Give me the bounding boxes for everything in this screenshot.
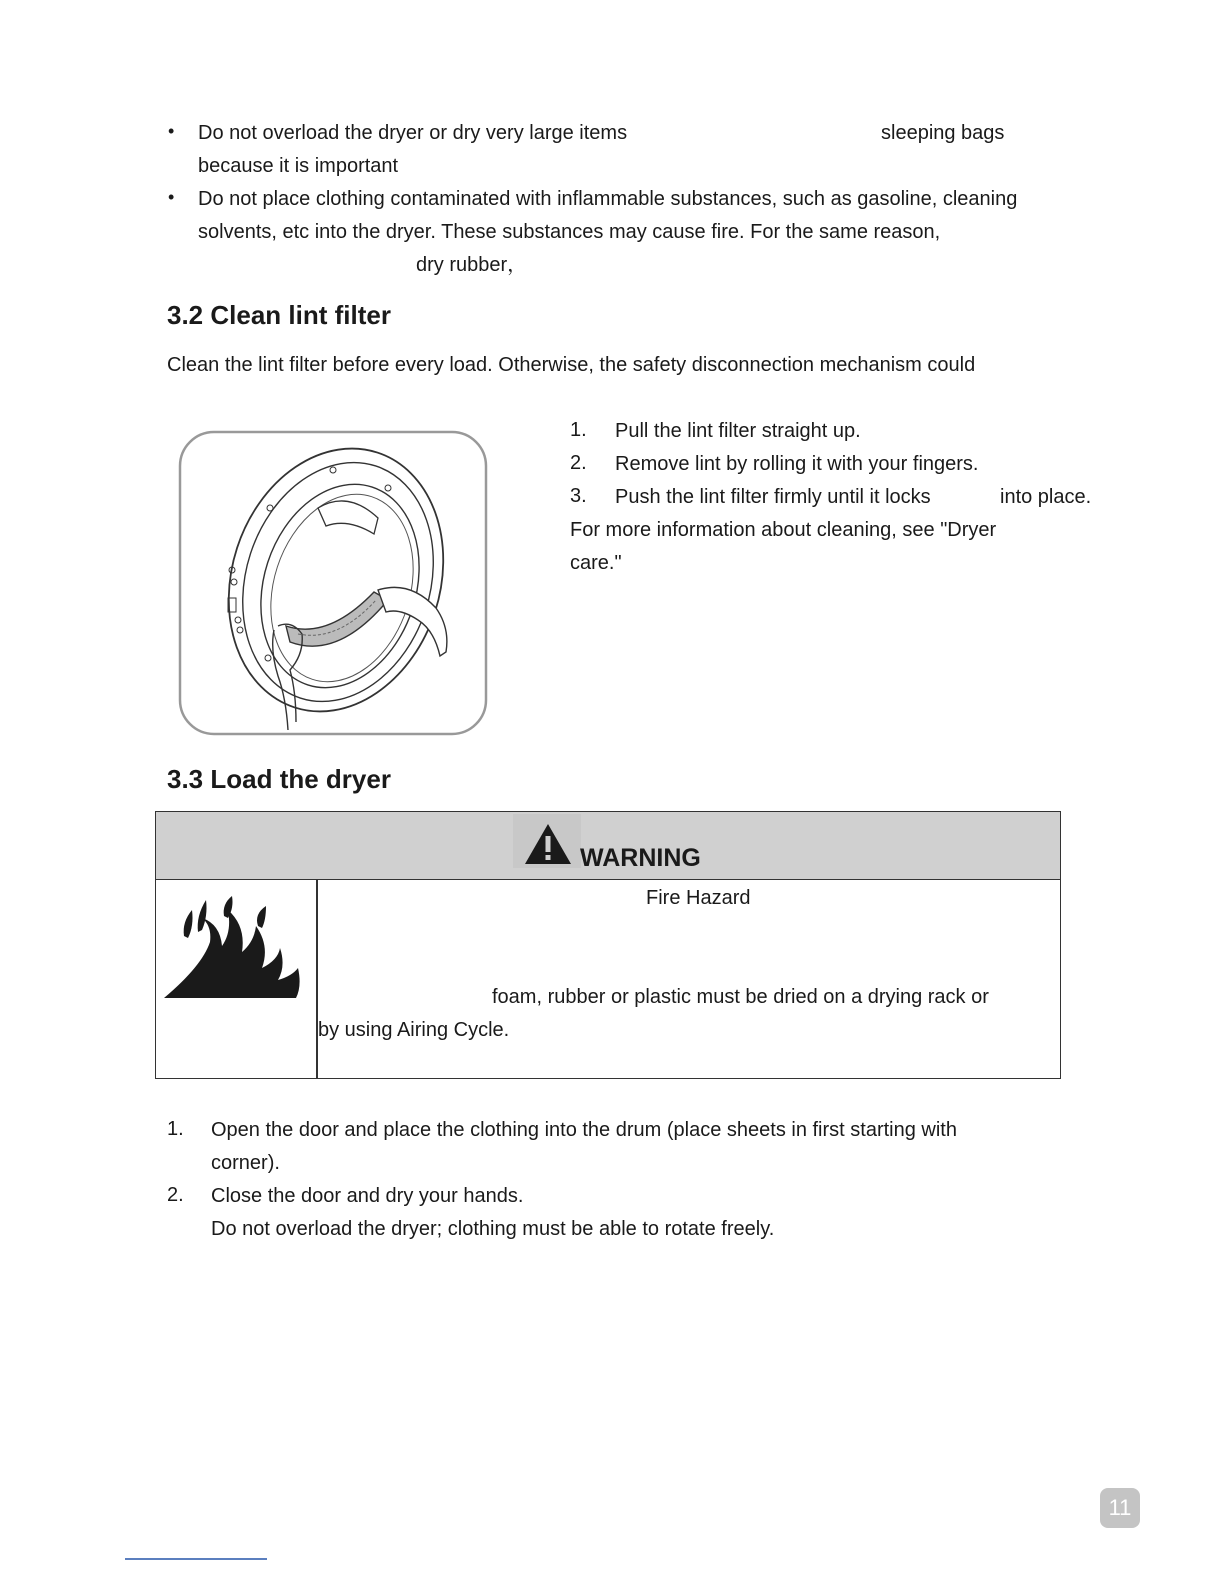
more-info-line-1: For more information about cleaning, see "Dryer (570, 519, 997, 541)
fire-icon (162, 896, 308, 1000)
warning-text-line-2: by using Airing Cycle. (318, 1019, 510, 1041)
section-32-intro: Clean the lint filter before every load. Otherwise, the safety disconnection mechanism could (167, 354, 976, 376)
step-text: Remove lint by rolling it with your fingers. (615, 453, 979, 475)
section-title-clean-lint-filter: 3.2 Clean lint filter (167, 300, 391, 330)
step-text-continued: into place. (1000, 486, 1092, 508)
warning-triangle-icon (513, 814, 581, 868)
dryer-lint-filter-illustration (178, 430, 488, 736)
step-text: Do not overload the dryer; clothing must be able to rotate freely. (211, 1218, 775, 1240)
step-text: corner). (211, 1152, 280, 1174)
page-number: 11 (1100, 1488, 1140, 1528)
step-number: 1. (570, 419, 587, 441)
warning-hazard-title: Fire Hazard (646, 887, 751, 909)
bullet-2-line-1: Do not place clothing contaminated with inflammable substances, such as gasoline, cleaning (198, 188, 1018, 210)
more-info-line-2: care." (570, 552, 622, 574)
step-number: 2. (167, 1184, 184, 1206)
bullet-2-line-3: dry rubber， (416, 254, 528, 276)
warning-label: WARNING (580, 844, 701, 872)
bullet-1-text-b: sleeping bags (881, 122, 1005, 144)
step-text: Pull the lint filter straight up. (615, 420, 861, 442)
section-title-load-dryer: 3.3 Load the dryer (167, 764, 391, 794)
warning-header (156, 812, 1060, 880)
bullet-1-text-c: because it is important (198, 155, 399, 177)
bullet-1-text-a: Do not overload the dryer or dry very large items (198, 122, 628, 144)
bullet-dot: • (168, 187, 175, 207)
step-text: Open the door and place the clothing into the drum (place sheets in first starting with (211, 1119, 957, 1141)
step-number: 2. (570, 452, 587, 474)
footer-rule (125, 1558, 267, 1560)
step-number: 1. (167, 1118, 184, 1140)
warning-text-line-1: foam, rubber or plastic must be dried on a drying rack or (492, 986, 989, 1008)
step-text: Close the door and dry your hands. (211, 1185, 524, 1207)
warning-box (155, 811, 1061, 1079)
warning-column-divider (316, 880, 318, 1078)
step-text: Push the lint filter firmly until it locks (615, 486, 931, 508)
bullet-dot: • (168, 121, 175, 141)
bullet-2-line-2: solvents, etc into the dryer. These substances may cause fire. For the same reason, (198, 221, 941, 243)
step-number: 3. (570, 485, 587, 507)
